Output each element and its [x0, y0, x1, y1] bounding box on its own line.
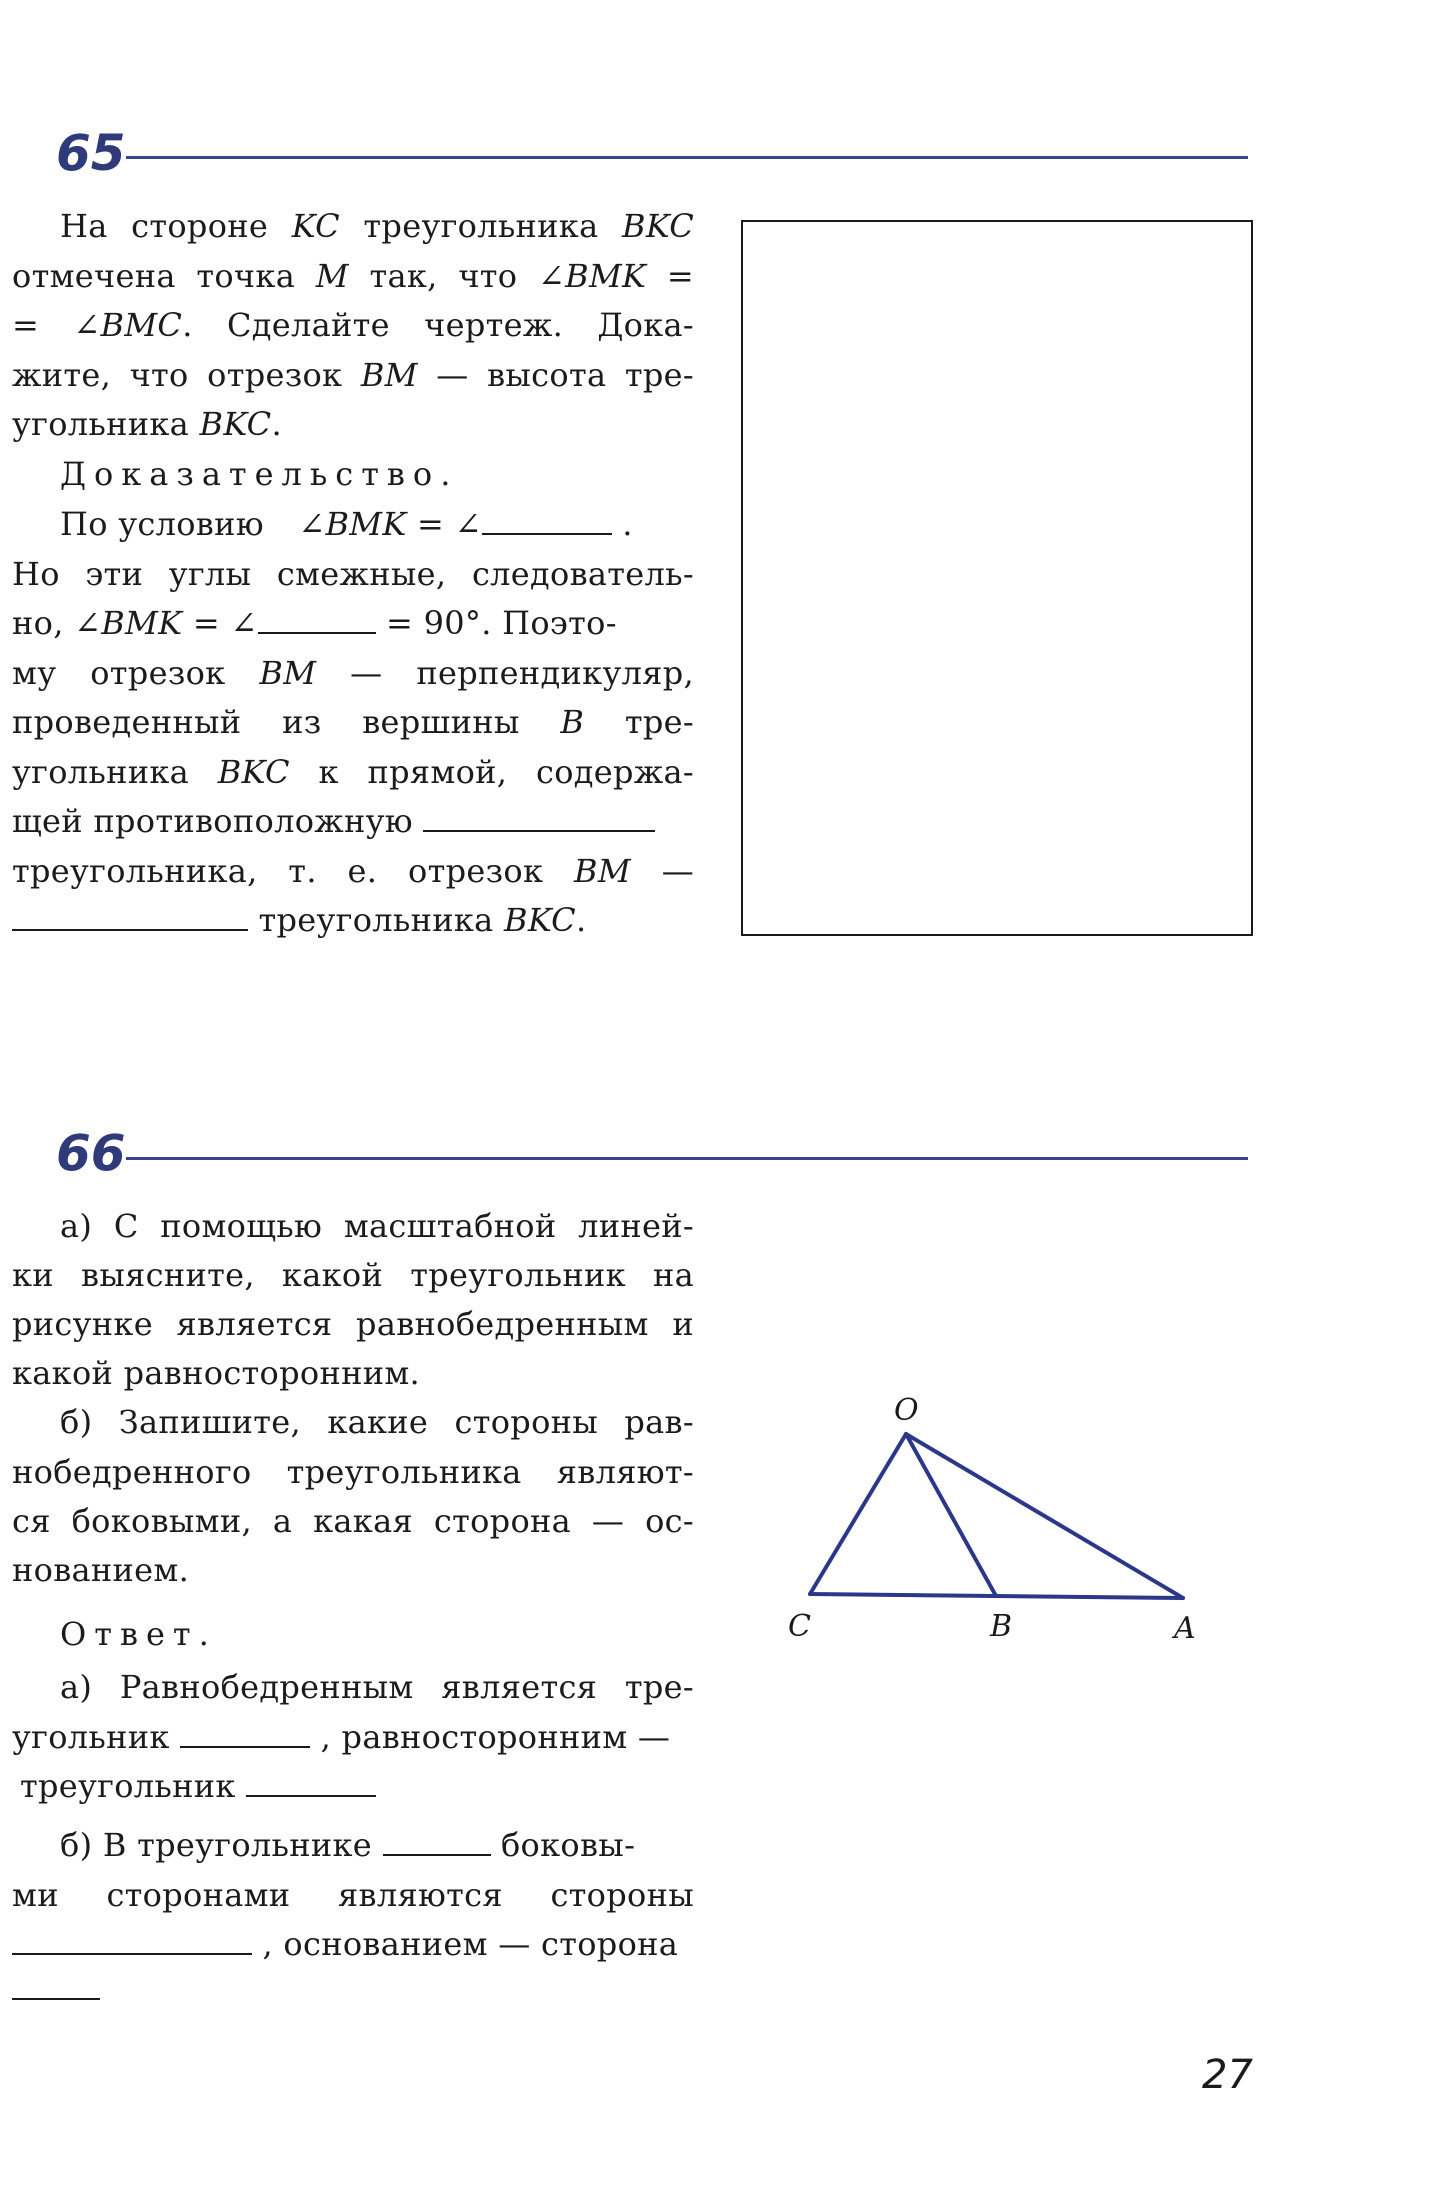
ex65-line-9: но, ∠BMK = ∠ = 90°. Поэто-	[12, 604, 617, 642]
triangle-figure	[760, 1380, 1240, 1660]
segment-OC	[810, 1434, 906, 1594]
label-O: O	[894, 1393, 919, 1428]
ex65-line-7: По условию ∠BMK = ∠ .	[60, 505, 633, 543]
ex66-line-2: ки выясните, какой треугольник на	[12, 1256, 694, 1294]
exercise-66-rule	[126, 1157, 1248, 1160]
blank-term[interactable]	[12, 903, 248, 931]
ex66-line-4: какой равносторонним.	[12, 1354, 421, 1392]
ex65-line-5: угольника BKC.	[12, 405, 282, 443]
blank-lateral-sides[interactable]	[12, 1927, 252, 1955]
segment-OA	[906, 1434, 1183, 1598]
ex66-line-13: б) В треугольнике боковы-	[60, 1826, 636, 1864]
ex65-line-10: му отрезок BM — перпендикуляр,	[12, 654, 694, 692]
label-A: A	[1174, 1611, 1196, 1646]
ex66-line-11: угольник , равносторонним —	[12, 1718, 671, 1756]
ex65-line-4: жите, что отрезок BM — высота тре-	[12, 356, 695, 394]
ex66-line-8: нованием.	[12, 1551, 190, 1589]
ex65-line-13: щей противоположную	[12, 799, 694, 843]
ex65-line-14: треугольника, т. е. отрезок BM —	[12, 852, 694, 890]
blank-angle-2[interactable]	[258, 606, 376, 634]
ex65-line-2: отмечена точка M так, что ∠BMK =	[12, 257, 695, 295]
segment-OB	[906, 1434, 996, 1596]
ex66-line-3: рисунке является равнобедренным и	[12, 1305, 694, 1343]
blank-isosceles[interactable]	[180, 1720, 310, 1748]
blank-equilateral[interactable]	[246, 1769, 376, 1797]
ex65-line-15: треугольника BKC.	[12, 898, 694, 942]
ex66-line-1: а) С помощью масштабной линей-	[60, 1207, 694, 1245]
answer-label: Ответ.	[60, 1615, 217, 1653]
page-number: 27	[1202, 2052, 1253, 2098]
ex65-line-1: На стороне KC треугольника BKC	[60, 207, 694, 245]
ex66-line-15: , основанием — сторона	[12, 1922, 694, 1966]
label-C: C	[788, 1609, 811, 1644]
blank-angle-1[interactable]	[482, 507, 612, 535]
exercise-65-rule	[126, 156, 1248, 159]
drawing-box[interactable]	[741, 220, 1253, 936]
ex66-line-14: ми сторонами являются стороны	[12, 1876, 694, 1914]
ex65-line-3: = ∠BMC. Сделайте чертеж. Дока-	[12, 306, 695, 344]
proof-label: Доказательство.	[60, 455, 459, 493]
ex66-line-10: а) Равнобедренным является тре-	[60, 1668, 694, 1706]
ex66-line-12: треугольник	[20, 1764, 702, 1808]
blank-side[interactable]	[423, 804, 655, 832]
ex66-line-6: нобедренного треугольника являют-	[12, 1453, 694, 1491]
ex65-line-8: Но эти углы смежные, следователь-	[12, 555, 694, 593]
blank-triangle[interactable]	[383, 1828, 491, 1856]
blank-base[interactable]	[12, 1998, 100, 2000]
ex65-line-11: проведенный из вершины B тре-	[12, 703, 694, 741]
exercise-66-number: 66	[56, 1124, 126, 1182]
ex65-line-12: угольника BKC к прямой, содержа-	[12, 753, 695, 791]
ex66-line-7: ся боковыми, а какая сторона — ос-	[12, 1502, 694, 1540]
label-B: B	[990, 1609, 1013, 1644]
exercise-65-number: 65	[56, 124, 126, 182]
ex66-line-5: б) Запишите, какие стороны рав-	[60, 1403, 694, 1441]
